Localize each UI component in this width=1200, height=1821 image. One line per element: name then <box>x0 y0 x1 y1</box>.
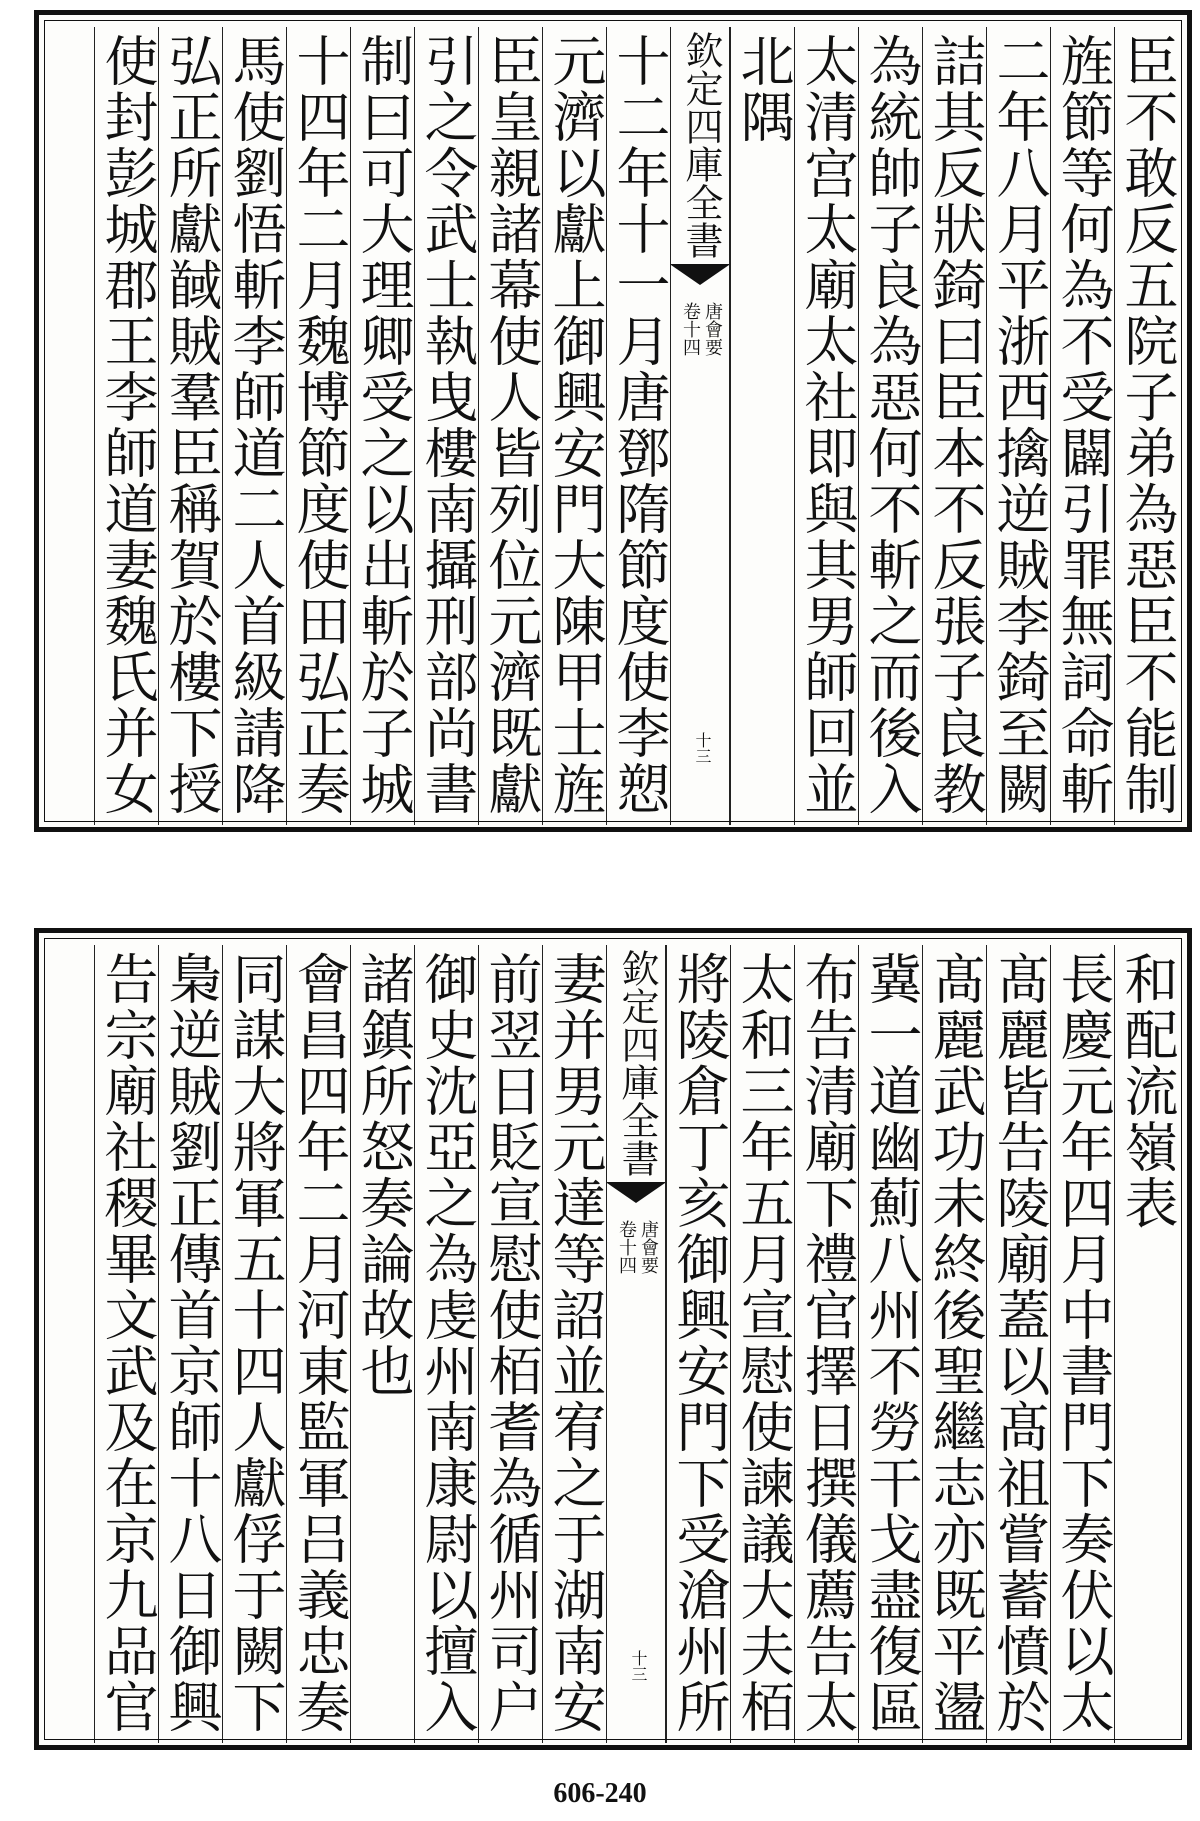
column-text: 和配流嶺表 <box>1116 951 1179 1231</box>
text-column <box>666 945 730 1743</box>
book-title: 欽定四庫全書 <box>679 31 723 259</box>
text-column <box>286 27 350 825</box>
column-text: 使封彭城郡王李師道妻魏氏并女 <box>96 33 159 817</box>
text-column <box>222 27 286 825</box>
text-column <box>158 27 222 825</box>
text-column <box>478 27 542 825</box>
volume-label: 卷十四 <box>616 1220 637 1274</box>
text-column <box>1114 27 1178 825</box>
column-text: 會昌四年二月河東監軍吕義忠奏 <box>288 951 351 1735</box>
column-text: 髙麗武功未終後聖繼志亦既平盪 <box>924 951 987 1735</box>
column-text: 引之令武士執曳樓南攝刑部尚書 <box>416 33 479 817</box>
text-column <box>858 945 922 1743</box>
text-column <box>158 945 222 1743</box>
text-column <box>478 945 542 1743</box>
page-number: 十三 <box>629 1650 648 1682</box>
column-text: 詰其反狀錡曰臣本不反張子良教 <box>924 33 987 817</box>
column-text: 妻并男元達等詔並宥之于湖南安 <box>544 951 607 1735</box>
fishtail-mark-icon <box>607 1182 665 1207</box>
column-text: 太清宫太廟太社即與其男師回並 <box>796 33 859 817</box>
text-column <box>986 27 1050 825</box>
text-column <box>606 27 670 825</box>
text-column <box>414 27 478 825</box>
text-column <box>922 945 986 1743</box>
column-text: 旌節等何為不受闢引罪無詞命斬 <box>1052 33 1115 817</box>
text-column <box>414 945 478 1743</box>
book-title: 欽定四庫全書 <box>615 949 659 1177</box>
side-title: 唐會要 <box>702 302 723 356</box>
column-text: 布告清廟下禮官擇日撰儀薦告太 <box>796 951 859 1735</box>
column-text: 十四年二月魏博節度使田弘正奏 <box>288 33 351 817</box>
text-column <box>94 27 158 825</box>
fishtail-mark-icon <box>671 264 729 289</box>
column-text: 制曰可大理卿受之以出斬於子城 <box>352 33 415 817</box>
center-fold <box>670 27 730 825</box>
column-text: 弘正所獻馘賊羣臣稱賀於樓下授 <box>160 33 223 817</box>
text-column <box>350 945 414 1743</box>
column-text: 梟逆賊劉正傳首京師十八日御興 <box>160 951 223 1735</box>
column-text: 太和三年五月宣慰使諫議大夫栢 <box>732 951 795 1735</box>
column-text: 二年八月平浙西擒逆賊李錡至闕 <box>988 33 1051 817</box>
column-text: 長慶元年四月中書門下奏伏以太 <box>1052 951 1115 1735</box>
column-text: 御史沈亞之為虔州南康尉以擅入 <box>416 951 479 1735</box>
column-text: 冀一道幽薊八州不勞干戈盡復區 <box>860 951 923 1735</box>
bottom-page <box>34 928 1192 1750</box>
text-column <box>858 27 922 825</box>
column-text: 臣皇親諸幕使人皆列位元濟既獻 <box>480 33 543 817</box>
side-title: 唐會要 <box>638 1220 659 1274</box>
column-text: 元濟以獻上御興安門大陳甲士旌 <box>544 33 607 817</box>
text-column <box>986 945 1050 1743</box>
text-column <box>794 945 858 1743</box>
text-column <box>1050 27 1114 825</box>
text-column <box>794 27 858 825</box>
column-text: 馬使劉悟斬李師道二人首級請降 <box>224 33 287 817</box>
text-column <box>922 27 986 825</box>
column-text: 為統帥子良為惡何不斬之而後入 <box>860 33 923 817</box>
text-column <box>286 945 350 1743</box>
text-column <box>730 27 794 825</box>
top-page <box>34 10 1192 832</box>
volume-label: 卷十四 <box>680 302 701 356</box>
text-column <box>542 945 606 1743</box>
page-footer-number: 606-240 <box>553 1778 647 1809</box>
text-column <box>730 945 794 1743</box>
column-text: 前翌日貶宣慰使栢耆為循州司户 <box>480 951 543 1735</box>
column-text: 將陵倉丁亥御興安門下受滄州所 <box>668 951 731 1735</box>
column-text: 北隅 <box>732 33 795 145</box>
column-text: 同謀大將軍五十四人獻俘于闕下 <box>224 951 287 1735</box>
text-column <box>94 945 158 1743</box>
column-text: 諸鎮所怒奏論故也 <box>352 951 415 1399</box>
text-column <box>1114 945 1178 1743</box>
text-column <box>350 27 414 825</box>
column-text: 髙麗皆告陵廟蓋以髙祖嘗蓄憤於 <box>988 951 1051 1735</box>
text-column <box>222 945 286 1743</box>
column-text: 臣不敢反五院子弟為惡臣不能制 <box>1116 33 1179 817</box>
center-fold <box>606 945 666 1743</box>
text-column <box>1050 945 1114 1743</box>
column-text: 告宗廟社稷畢文武及在京九品官 <box>96 951 159 1735</box>
text-column <box>542 27 606 825</box>
column-text: 十二年十一月唐鄧隋節度使李愬 <box>608 33 671 817</box>
page-number: 十三 <box>693 732 712 764</box>
